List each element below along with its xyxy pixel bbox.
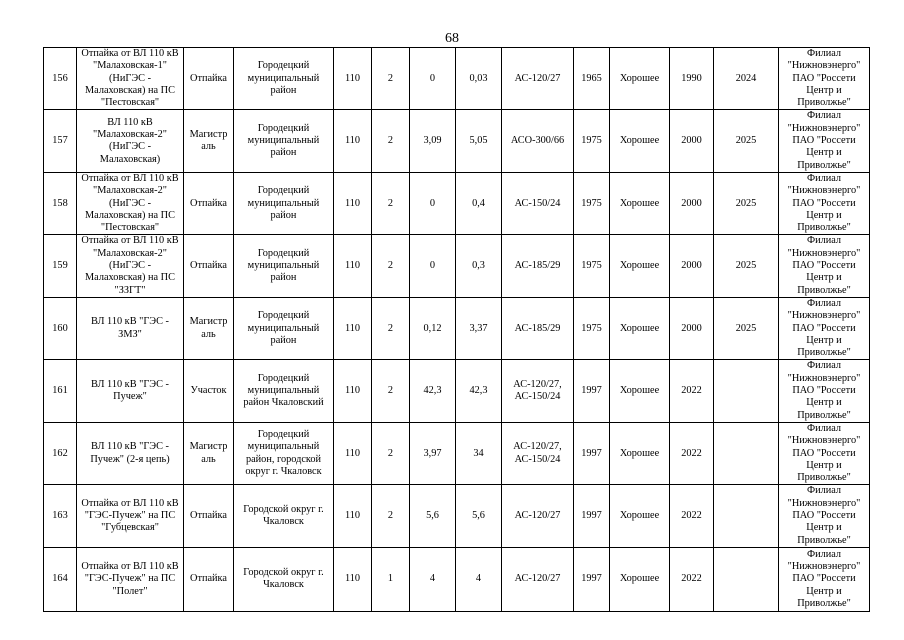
line-type-cell: Отпайка <box>184 235 234 297</box>
voltage-kv-cell: 110 <box>334 360 372 422</box>
owner-cell: Филиал "Нижновэнерго" ПАО "Россети Центр и Приволжье" <box>779 110 870 172</box>
year-reconstruction-cell: 2022 <box>670 547 714 611</box>
year-planned-cell <box>714 360 779 422</box>
condition-cell: Хорошее <box>610 110 670 172</box>
table-row <box>44 547 870 611</box>
length-2-cell: 3,37 <box>456 297 502 359</box>
condition-cell: Хорошее <box>610 547 670 611</box>
row-number-cell: 156 <box>44 48 77 110</box>
line-name-cell: ВЛ 110 кВ "ГЭС - Пучеж" (2-я цепь) <box>77 422 184 484</box>
district-cell: Городской округ г. Чкаловск <box>234 485 334 547</box>
year-built-cell: 1975 <box>574 172 610 234</box>
row-number-cell: 161 <box>44 360 77 422</box>
line-type-cell: Магистр аль <box>184 422 234 484</box>
length-2-cell: 0,4 <box>456 172 502 234</box>
line-name-cell: ВЛ 110 кВ "ГЭС - Пучеж" <box>77 360 184 422</box>
owner-cell: Филиал "Нижновэнерго" ПАО "Россети Центр и Приволжье" <box>779 172 870 234</box>
table-row <box>44 48 870 110</box>
year-reconstruction-cell: 2022 <box>670 360 714 422</box>
table-row <box>44 422 870 484</box>
owner-cell: Филиал "Нижновэнерго" ПАО "Россети Центр и Приволжье" <box>779 485 870 547</box>
length-1-cell: 3,97 <box>410 422 456 484</box>
length-2-cell: 0,03 <box>456 48 502 110</box>
length-1-cell: 5,6 <box>410 485 456 547</box>
length-1-cell: 0 <box>410 235 456 297</box>
length-1-cell: 3,09 <box>410 110 456 172</box>
year-built-cell: 1997 <box>574 360 610 422</box>
line-type-cell: Отпайка <box>184 485 234 547</box>
wire-type-cell: АСО-300/66 <box>502 110 574 172</box>
circuit-count-cell: 2 <box>372 360 410 422</box>
year-planned-cell <box>714 485 779 547</box>
line-name-cell: Отпайка от ВЛ 110 кВ "Малаховская-2" (НиГЭС - Малаховская) на ПС "ЗЗГТ" <box>77 235 184 297</box>
district-cell: Городецкий муниципальный район, городской округ г. Чкаловск <box>234 422 334 484</box>
length-1-cell: 0,12 <box>410 297 456 359</box>
voltage-kv-cell: 110 <box>334 547 372 611</box>
wire-type-cell: АС-120/27, АС-150/24 <box>502 422 574 484</box>
owner-cell: Филиал "Нижновэнерго" ПАО "Россети Центр и Приволжье" <box>779 235 870 297</box>
row-number-cell: 159 <box>44 235 77 297</box>
owner-cell: Филиал "Нижновэнерго" ПАО "Россети Центр и Приволжье" <box>779 360 870 422</box>
length-2-cell: 4 <box>456 547 502 611</box>
year-reconstruction-cell: 2000 <box>670 110 714 172</box>
voltage-kv-cell: 110 <box>334 422 372 484</box>
line-type-cell: Магистр аль <box>184 297 234 359</box>
year-reconstruction-cell: 2000 <box>670 235 714 297</box>
row-number-cell: 160 <box>44 297 77 359</box>
circuit-count-cell: 1 <box>372 547 410 611</box>
condition-cell: Хорошее <box>610 235 670 297</box>
condition-cell: Хорошее <box>610 485 670 547</box>
year-planned-cell: 2025 <box>714 297 779 359</box>
circuit-count-cell: 2 <box>372 172 410 234</box>
wire-type-cell: АС-150/24 <box>502 172 574 234</box>
year-planned-cell: 2024 <box>714 48 779 110</box>
circuit-count-cell: 2 <box>372 485 410 547</box>
voltage-kv-cell: 110 <box>334 485 372 547</box>
condition-cell: Хорошее <box>610 172 670 234</box>
owner-cell: Филиал "Нижновэнерго" ПАО "Россети Центр и Приволжье" <box>779 422 870 484</box>
row-number-cell: 163 <box>44 485 77 547</box>
line-name-cell: Отпайка от ВЛ 110 кВ "ГЭС-Пучеж" на ПС "Губцевская" <box>77 485 184 547</box>
line-name-cell: ВЛ 110 кВ "ГЭС - ЗМЗ" <box>77 297 184 359</box>
district-cell: Городецкий муниципальный район <box>234 172 334 234</box>
year-built-cell: 1997 <box>574 422 610 484</box>
row-number-cell: 164 <box>44 547 77 611</box>
year-planned-cell: 2025 <box>714 235 779 297</box>
year-built-cell: 1975 <box>574 235 610 297</box>
year-planned-cell: 2025 <box>714 110 779 172</box>
length-1-cell: 0 <box>410 172 456 234</box>
wire-type-cell: АС-120/27 <box>502 48 574 110</box>
year-reconstruction-cell: 2000 <box>670 297 714 359</box>
line-type-cell: Отпайка <box>184 172 234 234</box>
line-type-cell: Отпайка <box>184 48 234 110</box>
district-cell: Городецкий муниципальный район Чкаловский <box>234 360 334 422</box>
condition-cell: Хорошее <box>610 422 670 484</box>
owner-cell: Филиал "Нижновэнерго" ПАО "Россети Центр и Приволжье" <box>779 547 870 611</box>
circuit-count-cell: 2 <box>372 110 410 172</box>
year-built-cell: 1975 <box>574 297 610 359</box>
district-cell: Городецкий муниципальный район <box>234 110 334 172</box>
circuit-count-cell: 2 <box>372 48 410 110</box>
table-row <box>44 297 870 359</box>
line-name-cell: Отпайка от ВЛ 110 кВ "Малаховская-1" (НиГЭС - Малаховская) на ПС "Пестовская" <box>77 48 184 110</box>
line-name-cell: ВЛ 110 кВ "Малаховская-2" (НиГЭС - Малаховская) <box>77 110 184 172</box>
circuit-count-cell: 2 <box>372 422 410 484</box>
year-built-cell: 1975 <box>574 110 610 172</box>
voltage-kv-cell: 110 <box>334 172 372 234</box>
circuit-count-cell: 2 <box>372 297 410 359</box>
length-2-cell: 5,05 <box>456 110 502 172</box>
voltage-kv-cell: 110 <box>334 235 372 297</box>
length-2-cell: 5,6 <box>456 485 502 547</box>
wire-type-cell: АС-120/27 <box>502 485 574 547</box>
page-number: 68 <box>445 31 459 46</box>
year-built-cell: 1997 <box>574 485 610 547</box>
condition-cell: Хорошее <box>610 48 670 110</box>
district-cell: Городской округ г. Чкаловск <box>234 547 334 611</box>
circuit-count-cell: 2 <box>372 235 410 297</box>
district-cell: Городецкий муниципальный район <box>234 48 334 110</box>
length-1-cell: 4 <box>410 547 456 611</box>
table-row <box>44 360 870 422</box>
year-built-cell: 1997 <box>574 547 610 611</box>
line-type-cell: Участок <box>184 360 234 422</box>
line-name-cell: Отпайка от ВЛ 110 кВ "Малаховская-2" (НиГЭС - Малаховская) на ПС "Пестовская" <box>77 172 184 234</box>
length-1-cell: 0 <box>410 48 456 110</box>
owner-cell: Филиал "Нижновэнерго" ПАО "Россети Центр и Приволжье" <box>779 48 870 110</box>
power-lines-table <box>43 47 870 612</box>
row-number-cell: 157 <box>44 110 77 172</box>
voltage-kv-cell: 110 <box>334 110 372 172</box>
voltage-kv-cell: 110 <box>334 297 372 359</box>
row-number-cell: 162 <box>44 422 77 484</box>
line-name-cell: Отпайка от ВЛ 110 кВ "ГЭС-Пучеж" на ПС "Полет" <box>77 547 184 611</box>
table-row <box>44 110 870 172</box>
wire-type-cell: АС-185/29 <box>502 235 574 297</box>
length-1-cell: 42,3 <box>410 360 456 422</box>
length-2-cell: 0,3 <box>456 235 502 297</box>
length-2-cell: 42,3 <box>456 360 502 422</box>
year-planned-cell: 2025 <box>714 172 779 234</box>
year-built-cell: 1965 <box>574 48 610 110</box>
year-planned-cell <box>714 422 779 484</box>
year-reconstruction-cell: 1990 <box>670 48 714 110</box>
year-planned-cell <box>714 547 779 611</box>
line-type-cell: Отпайка <box>184 547 234 611</box>
length-2-cell: 34 <box>456 422 502 484</box>
wire-type-cell: АС-120/27, АС-150/24 <box>502 360 574 422</box>
owner-cell: Филиал "Нижновэнерго" ПАО "Россети Центр и Приволжье" <box>779 297 870 359</box>
table-row <box>44 172 870 234</box>
table-row <box>44 235 870 297</box>
condition-cell: Хорошее <box>610 297 670 359</box>
table-row <box>44 485 870 547</box>
condition-cell: Хорошее <box>610 360 670 422</box>
year-reconstruction-cell: 2000 <box>670 172 714 234</box>
line-type-cell: Магистр аль <box>184 110 234 172</box>
district-cell: Городецкий муниципальный район <box>234 235 334 297</box>
voltage-kv-cell: 110 <box>334 48 372 110</box>
wire-type-cell: АС-120/27 <box>502 547 574 611</box>
wire-type-cell: АС-185/29 <box>502 297 574 359</box>
district-cell: Городецкий муниципальный район <box>234 297 334 359</box>
row-number-cell: 158 <box>44 172 77 234</box>
year-reconstruction-cell: 2022 <box>670 485 714 547</box>
year-reconstruction-cell: 2022 <box>670 422 714 484</box>
